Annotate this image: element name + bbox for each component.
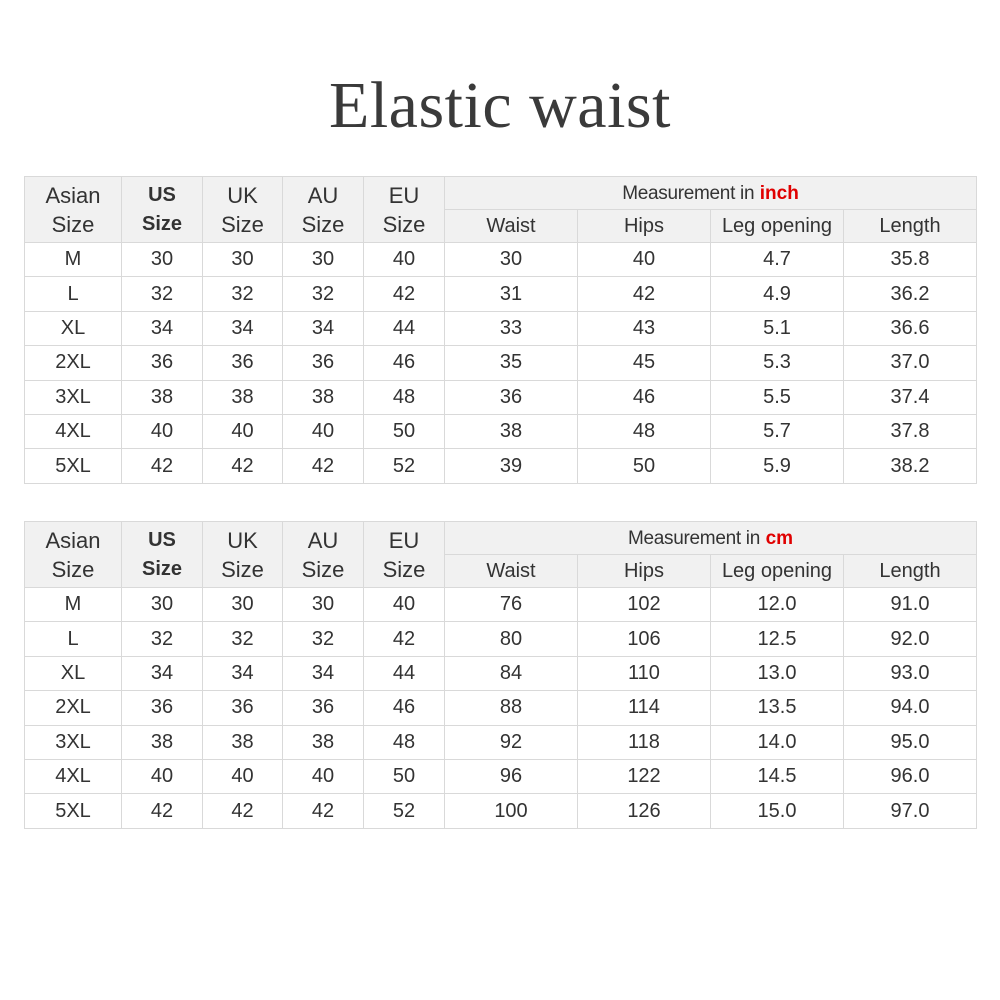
table-cell: 40 — [203, 759, 283, 793]
table-cell: 42 — [578, 277, 711, 311]
column-header-au-line: AU — [307, 182, 339, 208]
column-header-uk — [203, 522, 283, 588]
column-header-eu — [364, 177, 445, 243]
table-cell: 36 — [203, 346, 283, 380]
table-cell: 48 — [578, 414, 711, 448]
page-title: Elastic waist — [329, 69, 671, 142]
table-cell: 37.8 — [844, 414, 977, 448]
table-cell: 45 — [578, 346, 711, 380]
table-cell: 36.2 — [844, 277, 977, 311]
table-cell: 2XL — [25, 346, 122, 380]
table-cell: 38 — [203, 380, 283, 414]
table-row — [25, 622, 977, 656]
table-cell: 40 — [283, 414, 364, 448]
table-cell: 92.0 — [844, 622, 977, 656]
table-cell: 30 — [283, 243, 364, 277]
table-cell: 106 — [578, 622, 711, 656]
table-cell: 50 — [364, 759, 445, 793]
column-header-eu — [364, 522, 445, 588]
table-cell: 38 — [122, 725, 203, 759]
table-cell: 34 — [283, 656, 364, 690]
table-row — [25, 449, 977, 483]
table-cell: 32 — [203, 277, 283, 311]
column-header-hips: Hips — [578, 555, 711, 588]
table-cell: 42 — [122, 794, 203, 828]
table-cell: 36 — [122, 346, 203, 380]
table-cell: 44 — [364, 656, 445, 690]
table-cell: 38.2 — [844, 449, 977, 483]
table-cell: XL — [25, 656, 122, 690]
table-cell: 36.6 — [844, 311, 977, 345]
header-row — [25, 522, 977, 555]
table-cell: 40 — [122, 759, 203, 793]
header-row — [25, 177, 977, 210]
column-header-uk — [203, 177, 283, 243]
table-cell: 32 — [122, 277, 203, 311]
table-cell: 35.8 — [844, 243, 977, 277]
table-cell: 114 — [578, 691, 711, 725]
table-cell: 100 — [445, 794, 578, 828]
table-cell: 42 — [283, 449, 364, 483]
column-header-asian-line: Size — [51, 556, 95, 582]
table-cell: 96.0 — [844, 759, 977, 793]
table-cell: 126 — [578, 794, 711, 828]
table-cell: 15.0 — [711, 794, 844, 828]
table-cell: 38 — [283, 380, 364, 414]
table-cell: 2XL — [25, 691, 122, 725]
table-cell: 34 — [122, 656, 203, 690]
column-header-asian-line: Size — [51, 211, 95, 237]
table-cell: 76 — [445, 588, 578, 622]
table-cell: 30 — [203, 243, 283, 277]
table-row — [25, 277, 977, 311]
table-cell: 30 — [122, 243, 203, 277]
table-cell: 38 — [203, 725, 283, 759]
column-header-au-line: Size — [301, 211, 345, 237]
table-cell: 14.5 — [711, 759, 844, 793]
table-cell: 102 — [578, 588, 711, 622]
column-header-us-line: Size — [141, 557, 183, 580]
column-header-us-line: US — [148, 183, 176, 206]
table-header — [25, 522, 977, 588]
table-body — [25, 588, 977, 829]
column-header-eu-line: Size — [382, 211, 426, 237]
table-cell: 40 — [364, 588, 445, 622]
column-header-au-line: AU — [307, 527, 339, 553]
table-cell: 5.5 — [711, 380, 844, 414]
column-header-waist: Waist — [445, 210, 578, 243]
table-row — [25, 725, 977, 759]
column-header-uk-line: Size — [221, 556, 264, 582]
measurement-header — [445, 177, 977, 210]
table-cell: 80 — [445, 622, 578, 656]
table-cell: 32 — [203, 622, 283, 656]
table-cell: XL — [25, 311, 122, 345]
table-cell: 46 — [364, 346, 445, 380]
column-header-asian — [25, 177, 122, 243]
table-cell: 110 — [578, 656, 711, 690]
measurement-header — [445, 522, 977, 555]
table-cell: 38 — [122, 380, 203, 414]
column-header-au — [283, 522, 364, 588]
column-header-au — [283, 177, 364, 243]
column-header-au-line: Size — [301, 556, 345, 582]
table-cell: 42 — [203, 794, 283, 828]
table-cell: 93.0 — [844, 656, 977, 690]
table-cell: 40 — [283, 759, 364, 793]
table-cell: 5XL — [25, 449, 122, 483]
table-cell: 5.3 — [711, 346, 844, 380]
measurement-label: Measurement in — [622, 182, 755, 204]
table-cell: 44 — [364, 311, 445, 345]
table-cell: 92 — [445, 725, 578, 759]
table-cell: 34 — [122, 311, 203, 345]
table-cell: 42 — [203, 449, 283, 483]
table-cell: 14.0 — [711, 725, 844, 759]
table-cell: 46 — [578, 380, 711, 414]
table-cell: 122 — [578, 759, 711, 793]
table-cell: 95.0 — [844, 725, 977, 759]
table-cell: 13.0 — [711, 656, 844, 690]
table-row — [25, 311, 977, 345]
table-cell: L — [25, 622, 122, 656]
table-cell: 4XL — [25, 759, 122, 793]
table-cell: 3XL — [25, 725, 122, 759]
table-cell: 52 — [364, 794, 445, 828]
table-cell: 37.4 — [844, 380, 977, 414]
table-row — [25, 759, 977, 793]
table-body — [25, 243, 977, 484]
table-cell: 36 — [445, 380, 578, 414]
table-cell: 38 — [445, 414, 578, 448]
table-cell: 52 — [364, 449, 445, 483]
table-cell: 46 — [364, 691, 445, 725]
column-header-length: Length — [844, 210, 977, 243]
table-row — [25, 691, 977, 725]
table-cell: 36 — [122, 691, 203, 725]
table-cell: 5.9 — [711, 449, 844, 483]
column-header-eu-line: EU — [388, 182, 420, 208]
table-cell: 5XL — [25, 794, 122, 828]
table-cell: 31 — [445, 277, 578, 311]
table-cell: 30 — [283, 588, 364, 622]
column-header-eu-line: Size — [382, 556, 426, 582]
measurement-unit: cm — [765, 527, 794, 549]
table-cell: 4.7 — [711, 243, 844, 277]
table-cell: 34 — [283, 311, 364, 345]
table-row — [25, 243, 977, 277]
column-header-asian-line: Asian — [45, 527, 101, 553]
table-cell: 40 — [578, 243, 711, 277]
column-header-us-line: US — [148, 528, 176, 551]
table-cell: L — [25, 277, 122, 311]
column-header-uk-line: Size — [221, 211, 264, 237]
column-header-leg-opening: Leg opening — [711, 210, 844, 243]
table-cell: 37.0 — [844, 346, 977, 380]
table-cell: 91.0 — [844, 588, 977, 622]
column-header-eu-line: EU — [388, 527, 420, 553]
measurement-label: Measurement in — [627, 527, 760, 549]
table-cell: 88 — [445, 691, 578, 725]
table-cell: 40 — [364, 243, 445, 277]
table-cell: 32 — [283, 622, 364, 656]
table-cell: 97.0 — [844, 794, 977, 828]
column-header-us-line: Size — [141, 212, 183, 235]
table-row — [25, 588, 977, 622]
table-cell: 84 — [445, 656, 578, 690]
column-header-leg-opening: Leg opening — [711, 555, 844, 588]
column-header-hips: Hips — [578, 210, 711, 243]
table-row — [25, 414, 977, 448]
table-cell: 118 — [578, 725, 711, 759]
table-cell: 42 — [364, 277, 445, 311]
table-row — [25, 380, 977, 414]
table-cell: 40 — [203, 414, 283, 448]
table-cell: 42 — [122, 449, 203, 483]
table-cell: 12.0 — [711, 588, 844, 622]
column-header-us — [122, 177, 203, 243]
table-cell: 50 — [364, 414, 445, 448]
table-cell: M — [25, 243, 122, 277]
table-cell: 36 — [283, 691, 364, 725]
table-cell: 35 — [445, 346, 578, 380]
table-cell: 42 — [364, 622, 445, 656]
table-cell: 36 — [203, 691, 283, 725]
table-cell: 32 — [283, 277, 364, 311]
column-header-asian-line: Asian — [45, 182, 101, 208]
table-cell: 32 — [122, 622, 203, 656]
table-cell: 50 — [578, 449, 711, 483]
table-header — [25, 177, 977, 243]
table-cell: 48 — [364, 380, 445, 414]
table-cell: 43 — [578, 311, 711, 345]
table-cell: 42 — [283, 794, 364, 828]
measurement-unit: inch — [759, 182, 799, 204]
table-cell: 30 — [445, 243, 578, 277]
table-cell: 39 — [445, 449, 578, 483]
table-cell: 3XL — [25, 380, 122, 414]
size-table-inch — [24, 176, 977, 484]
column-header-length: Length — [844, 555, 977, 588]
table-cell: 33 — [445, 311, 578, 345]
column-header-waist: Waist — [445, 555, 578, 588]
table-cell: 5.1 — [711, 311, 844, 345]
column-header-uk-line: UK — [227, 182, 258, 208]
table-cell: 30 — [122, 588, 203, 622]
column-header-asian — [25, 522, 122, 588]
table-row — [25, 794, 977, 828]
table-cell: 36 — [283, 346, 364, 380]
column-header-uk-line: UK — [227, 527, 258, 553]
table-row — [25, 346, 977, 380]
table-cell: 96 — [445, 759, 578, 793]
table-cell: 13.5 — [711, 691, 844, 725]
table-cell: 4.9 — [711, 277, 844, 311]
table-cell: 34 — [203, 656, 283, 690]
table-cell: 12.5 — [711, 622, 844, 656]
table-cell: 34 — [203, 311, 283, 345]
table-cell: 38 — [283, 725, 364, 759]
table-cell: 94.0 — [844, 691, 977, 725]
table-cell: 30 — [203, 588, 283, 622]
table-cell: 48 — [364, 725, 445, 759]
table-cell: 4XL — [25, 414, 122, 448]
table-cell: M — [25, 588, 122, 622]
column-header-us — [122, 522, 203, 588]
table-cell: 5.7 — [711, 414, 844, 448]
size-table-cm — [24, 521, 977, 829]
table-row — [25, 656, 977, 690]
table-cell: 40 — [122, 414, 203, 448]
